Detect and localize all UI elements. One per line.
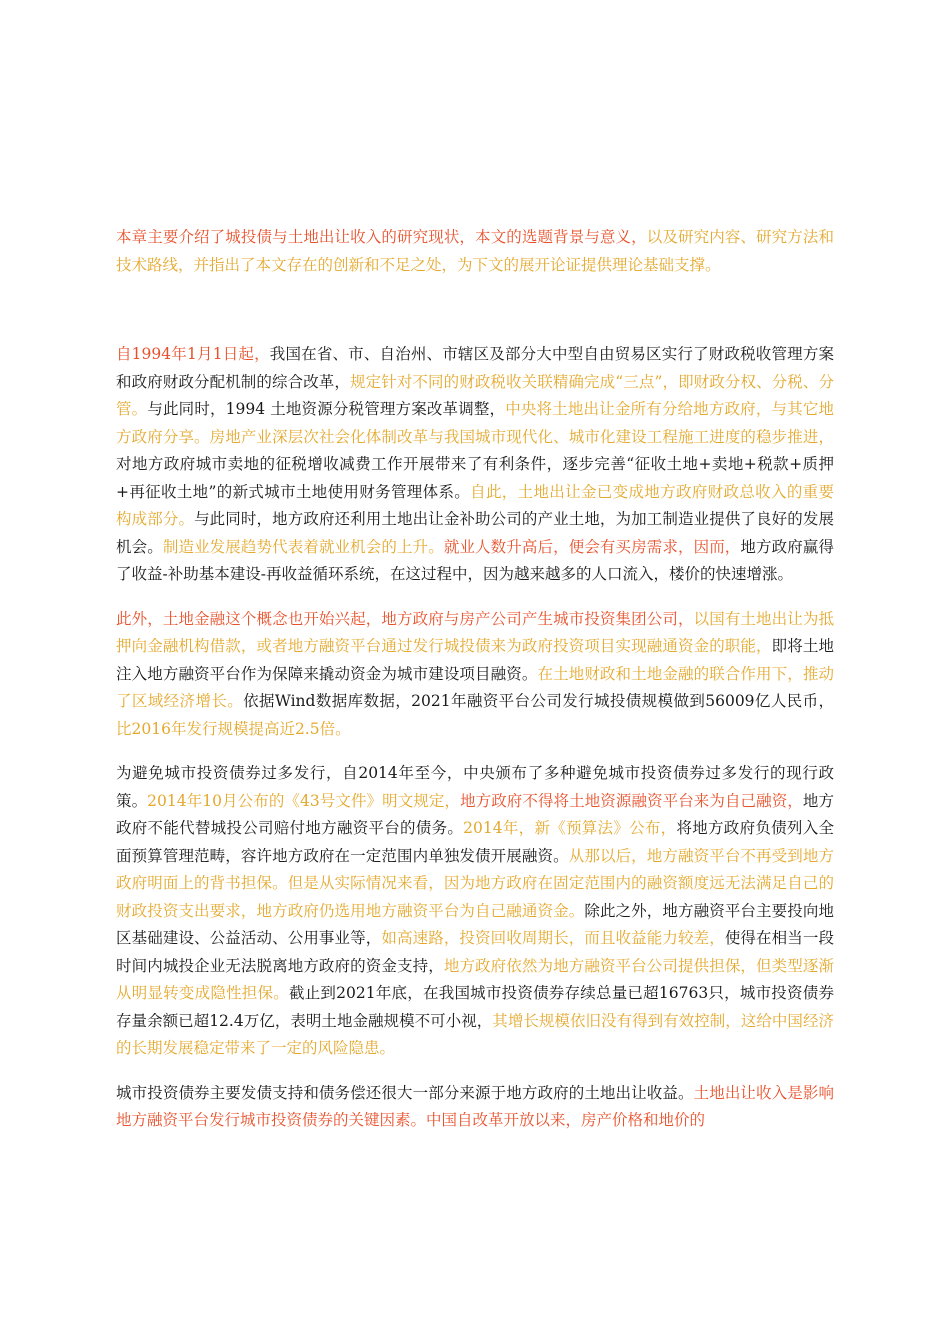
text-segment: 其增长规模依旧没有得到有效控制，这给中国经济的长期发展稳定带来了一定的风险隐患。: [116, 1011, 834, 1057]
text-segment: 与此同时，地方政府还利用土地出让金补助公司的产业土地，为加工制造业提供了良好的发展机会。: [116, 510, 834, 556]
text-segment: 此外，土地金融这个概念也开始兴起，地方政府与房产公司产生城市投资集团公司，: [116, 609, 694, 628]
text-segment: 为避免城市投资债券过多发行，自2014年至今，中央颁布了多种避免城市投资债券过多发行的现行政策。: [116, 764, 834, 810]
text-segment: 自此，土地出让金已变成地方政府财政总收入的重要构成部分。: [116, 482, 834, 528]
paragraph-chapter-summary: [116, 224, 834, 279]
text-segment: 中央将土地出让金所有分给地方政府，与其它地方政府分享。房地产业深层次社会化体制改革与我国城市现代化、城市化建设工程施工进度的稳步推进，: [116, 400, 834, 446]
text-segment: 自1994年1月1日起，: [116, 345, 270, 363]
text-segment: 如高速路，投资回收周期长，而且收益能力较差，: [381, 929, 725, 947]
text-segment: 2014年，新《预算法》公布，: [463, 819, 677, 837]
text-segment: 在土地财政和土地金融的联合作用下，推动了区域经济增长。: [116, 664, 834, 710]
text-segment: 城市投资债券主要发债支持和债务偿还很大一部分来源于地方政府的土地出让收益。: [116, 1083, 694, 1102]
document-body: [116, 224, 834, 1135]
text-segment: 使得在相当一段时间内城投企业无法脱离地方政府的资金支持，: [116, 929, 834, 975]
text-segment: 比2016年发行规模提高近2.5倍。: [116, 719, 351, 738]
text-segment: 地方政府依然为地方融资平台公司提供担保，但类型逐渐从明显转变成隐性担保。: [116, 956, 834, 1002]
text-segment: 制造业发展趋势代表着就业机会的上升。: [162, 537, 444, 556]
paragraph-tax-reform: [116, 341, 834, 589]
text-segment: 就业人数升高后，便会有买房需求，因而，: [443, 537, 741, 556]
text-segment: 地方政府不得将土地资源融资平台来为自己融资，: [460, 791, 803, 810]
text-segment: 依据Wind数据库数据，2021年融资平台公司发行城投债规模做到56009亿人民币，: [243, 692, 834, 710]
text-segment: 截止到2021年底，在我国城市投资债券存续总量已超16763只，城市投资债券存量余额已超12.4万亿，表明土地金融规模不可小视，: [116, 984, 834, 1030]
text-segment: 我国在省、市、自治州、市辖区及部分大中型自由贸易区实行了财政税收管理方案和政府财政分配机制的综合改革，: [116, 345, 834, 391]
text-segment: 地方政府不能代替城投公司赔付地方融资平台的债务。: [116, 791, 834, 837]
text-segment: 以及研究内容、研究方法和技术路线，并指出了本文存在的创新和不足之处，为下文的展开论证提供理论基础支撑。: [116, 228, 834, 274]
paragraph-land-finance: [116, 606, 834, 744]
paragraph-policy: [116, 760, 834, 1063]
text-segment: 对地方政府城市卖地的征税增收减费工作开展带来了有利条件，逐步完善“征收土地+卖地+税款+质押+再征收土地”的新式城市土地使用财务管理体系。: [116, 455, 834, 501]
text-segment: 即将土地注入地方融资平台作为保障来撬动资金为城市建设项目融资。: [116, 637, 834, 683]
text-segment: 本章主要介绍了城投债与土地出让收入的研究现状，本文的选题背景与意义，: [116, 228, 647, 246]
text-segment: 从那以后，地方融资平台不再受到地方政府明面上的背书担保。但是从实际情况来看，因为地方政府在固定范围内的融资额度远无法满足自己的财政投资支出要求，地方政府仍选用地方融资平台为自己融通资金。: [116, 846, 834, 920]
text-segment: 除此之外，地方融资平台主要投向地区基础建设、公益活动、公用事业等，: [116, 901, 834, 947]
text-segment: 将地方政府负债列入全面预算管理范畴，容许地方政府在一定范围内单独发债开展融资。: [116, 819, 834, 865]
paragraph-land-revenue: [116, 1080, 834, 1135]
text-segment: 规定针对不同的财政税收关联精确完成“三点”，即财政分权、分税、分管。: [116, 372, 834, 418]
text-segment: 与此同时，1994 土地资源分税管理方案改革调整，: [147, 400, 506, 418]
text-segment: 以国有土地出让为抵押向金融机构借款，或者地方融资平台通过发行城投债来为政府投资项目实现融通资金的职能，: [116, 609, 834, 655]
text-segment: 2014年10月公布的《43号文件》明文规定，: [147, 791, 461, 810]
text-segment: 土地出让收入是影响地方融资平台发行城市投资债券的关键因素。中国自改革开放以来，房产价格和地价的: [116, 1083, 834, 1129]
text-segment: 地方政府赢得了收益-补助基本建设-再收益循环系统，在这过程中，因为越来越多的人口流入，楼价的快速增涨。: [116, 537, 834, 583]
